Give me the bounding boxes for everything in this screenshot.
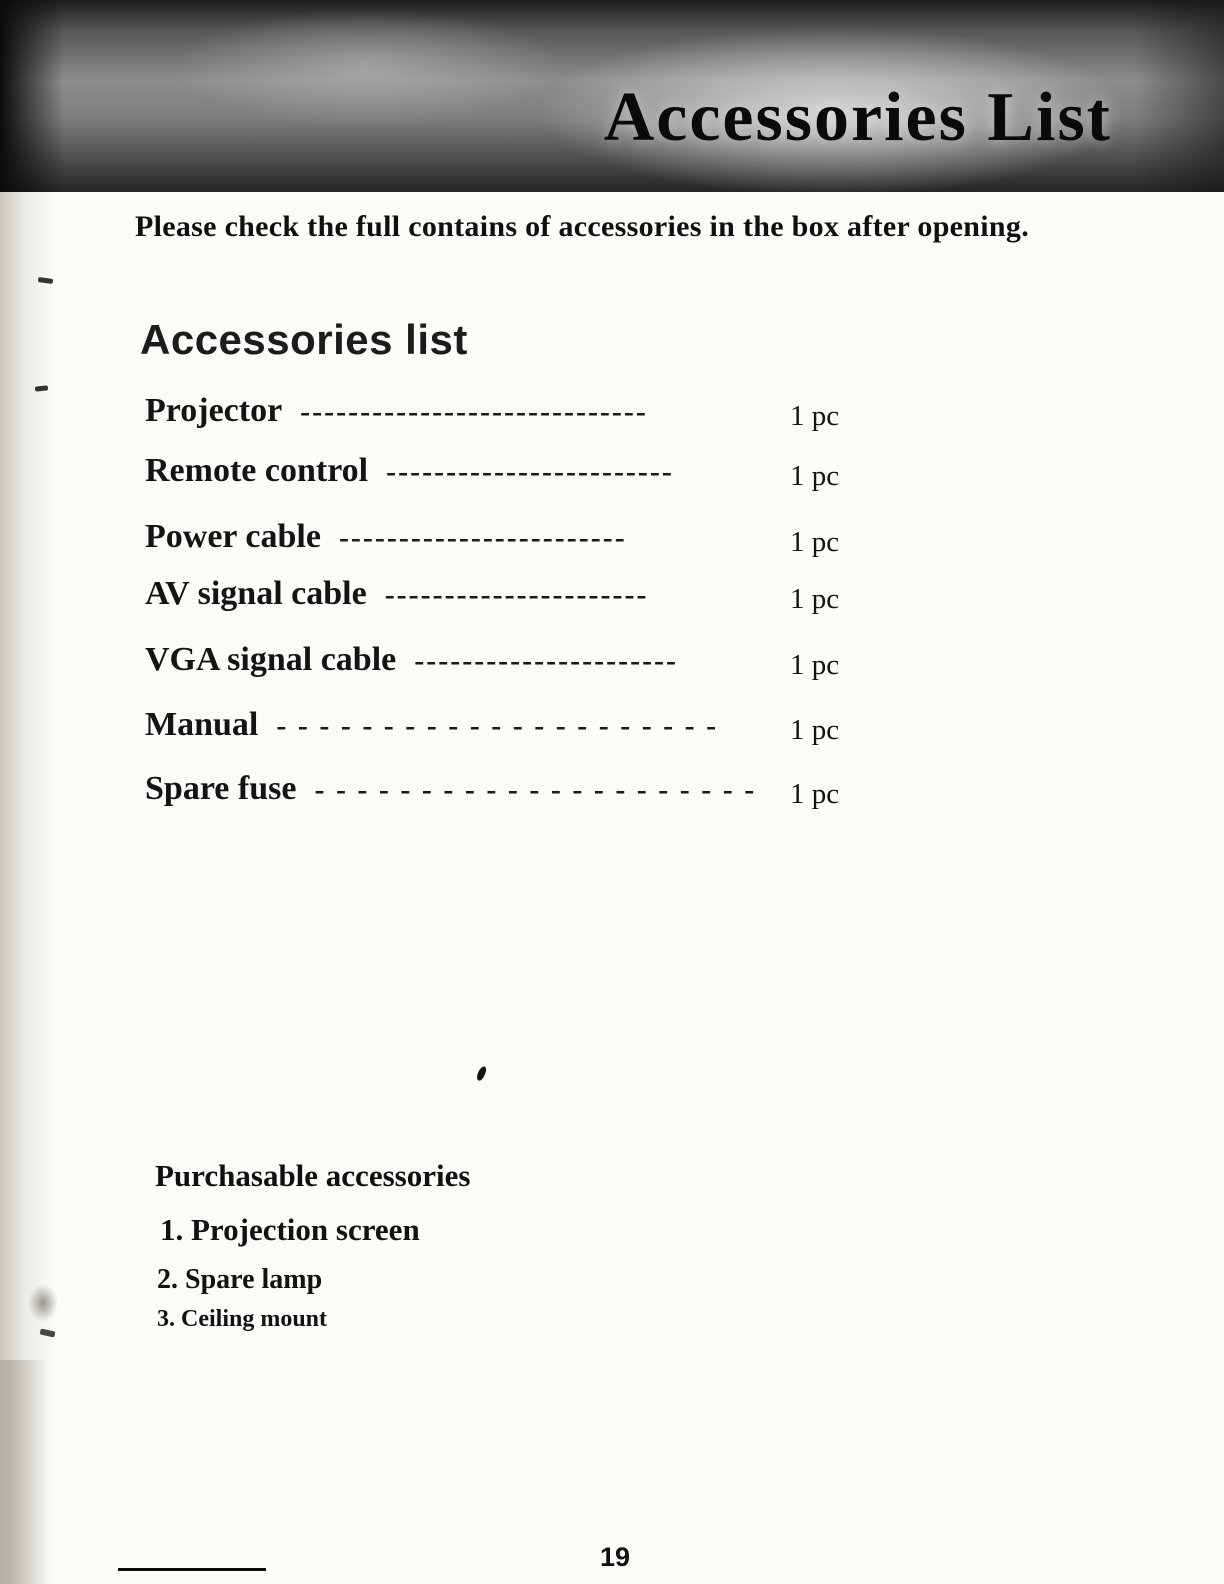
purchasable-item: 1. Projection screen: [160, 1212, 420, 1247]
accessory-row: [0, 518, 1224, 580]
ink-mark: [476, 1065, 488, 1081]
accessory-quantity: 1 pc: [790, 460, 840, 492]
accessory-row: [0, 770, 1224, 832]
header-banner: [0, 0, 1224, 192]
accessory-row: [0, 706, 1224, 768]
accessory-quantity: 1 pc: [790, 649, 840, 681]
accessory-quantity: 1 pc: [790, 583, 840, 615]
purchasable-item: 2. Spare lamp: [157, 1264, 323, 1295]
dashed-leader: -----------------------------: [300, 395, 648, 428]
accessory-row: [0, 575, 1224, 637]
accessory-quantity: 1 pc: [790, 400, 840, 432]
dashed-leader: - - - - - - - - - - - - - - - - - - - - -: [314, 773, 757, 806]
page-title: Accessories List: [603, 79, 1112, 156]
purchasable-heading: Purchasable accessories: [155, 1158, 471, 1193]
dashed-leader: ------------------------: [338, 521, 627, 554]
accessory-label: Manual: [145, 706, 259, 743]
accessory-label: VGA signal cable: [145, 641, 397, 678]
intro-text: Please check the full contains of accessories in the box after opening.: [135, 210, 1029, 243]
accessory-row: [0, 392, 1224, 454]
purchasable-item: 3. Ceiling mount: [157, 1306, 328, 1332]
dashed-leader: ------------------------: [386, 455, 674, 488]
accessory-label: Remote control: [145, 452, 369, 489]
accessory-label: Spare fuse: [145, 770, 297, 807]
accessory-quantity: 1 pc: [790, 778, 840, 810]
accessory-label: Projector: [145, 392, 283, 429]
accessory-label: Power cable: [145, 518, 321, 555]
scan-bottom-shade: [0, 1360, 48, 1584]
accessory-quantity: 1 pc: [790, 714, 840, 746]
footer-rule: [118, 1568, 266, 1571]
dashed-leader: - - - - - - - - - - - - - - - - - - - - -: [276, 709, 719, 742]
dashed-leader: ----------------------: [384, 578, 649, 611]
accessory-row: [0, 641, 1224, 703]
accessory-label: AV signal cable: [145, 575, 367, 612]
accessories-list-heading: Accessories list: [140, 316, 468, 363]
page-number: 19: [600, 1542, 631, 1572]
accessory-quantity: 1 pc: [790, 526, 840, 558]
dashed-leader: ----------------------: [414, 644, 679, 677]
accessory-row: [0, 452, 1224, 514]
scan-smudge: [28, 1284, 58, 1322]
